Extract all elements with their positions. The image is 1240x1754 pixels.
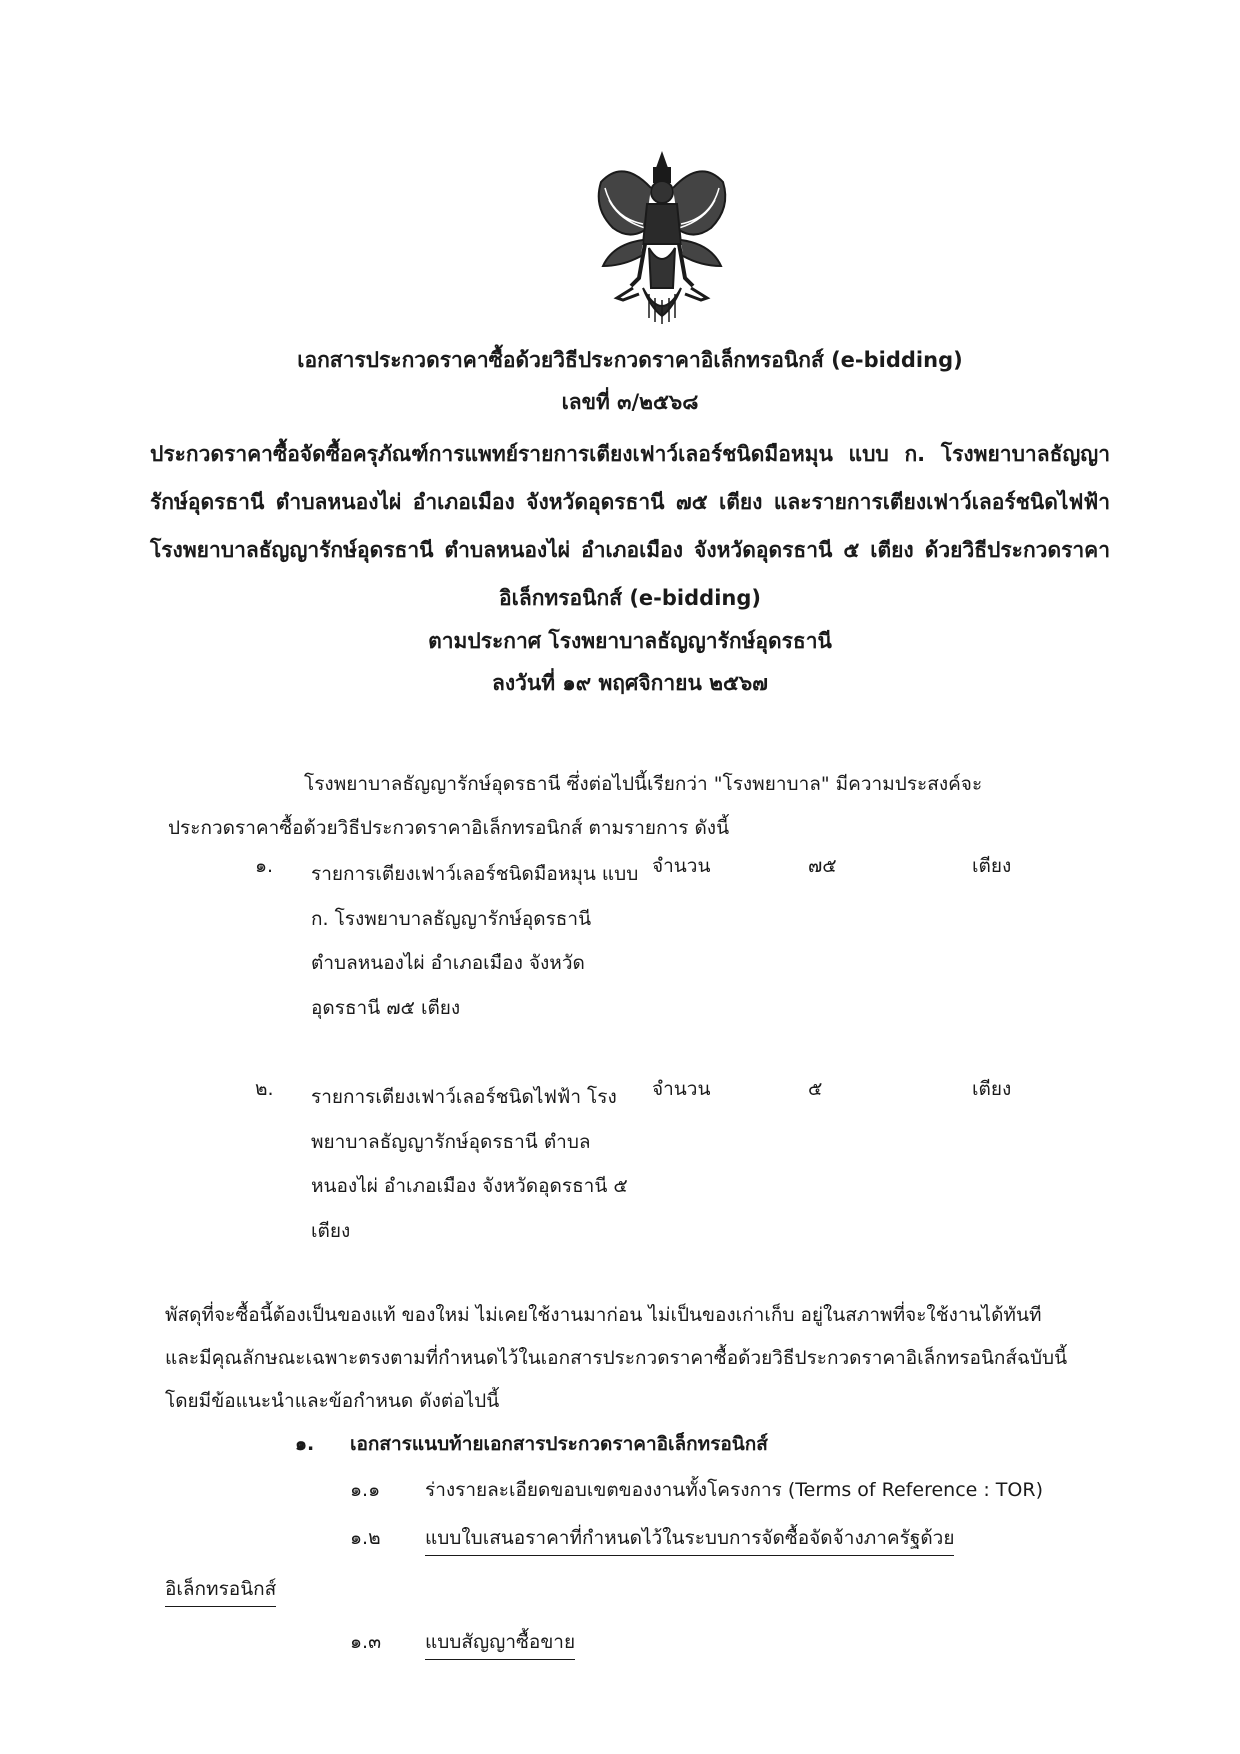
attachment-link: แบบสัญญาซื้อขาย xyxy=(425,1631,575,1660)
section-title: เอกสารแนบท้ายเอกสารประกวดราคาอิเล็กทรอนิกส์ xyxy=(350,1433,768,1455)
section-number: ๑. xyxy=(295,1433,315,1455)
goods-paragraph: พัสดุที่จะซื้อนี้ต้องเป็นของแท้ ของใหม่ ไม่เคยใช้งานมาก่อน ไม่เป็นของเก่าเก็บ อยู่ในสภาพที่จะใช้งานได้ทันที และมีคุณลักษณะเฉพาะตรงตามที่กำหนดไว้ในเอกสารประกวดราคาซื้อด้วยวิธีประกวดราคาอิเล็กทรอนิกส์ฉบับนี้ โดยมีข้อแนะนำและข้อกำหนด ดังต่อไปนี้ xyxy=(165,1304,1068,1412)
item-quantity-label: จำนวน xyxy=(652,855,711,877)
item-description: รายการเตียงเฟาว์เลอร์ชนิดมือหมุน แบบ ก. โรงพยาบาลธัญญารักษ์อุดรธานี ตำบลหนองไผ่ อำเภอเมือง จังหวัดอุดรธานี ๗๕ เตียง xyxy=(311,863,639,1019)
subsection-number: ๑.๑ xyxy=(350,1479,381,1501)
document-title: เอกสารประกวดราคาซื้อด้วยวิธีประกวดราคาอิเล็กทรอนิกส์ (e-bidding) xyxy=(297,348,963,372)
document-number: เลขที่ ๓/๒๕๖๘ xyxy=(561,390,699,414)
item-unit: เตียง xyxy=(972,855,1012,877)
garuda-emblem-icon xyxy=(583,148,741,326)
announcement-line: ตามประกาศ โรงพยาบาลธัญญารักษ์อุดรธานี xyxy=(428,629,832,653)
attachment-link: แบบใบเสนอราคาที่กำหนดไว้ในระบบการจัดซื้อจัดจ้างภาครัฐด้วย xyxy=(425,1527,954,1556)
attachment-link-continuation: อิเล็กทรอนิกส์ xyxy=(165,1578,276,1607)
announcement-date: ลงวันที่ ๑๙ พฤศจิกายน ๒๕๖๗ xyxy=(492,671,768,695)
item-number: ๑. xyxy=(255,855,274,877)
subsection-number: ๑.๒ xyxy=(350,1527,381,1549)
subsection-number: ๑.๓ xyxy=(350,1631,382,1653)
item-unit: เตียง xyxy=(972,1078,1012,1100)
document-description: ประกวดราคาซื้อจัดซื้อครุภัณฑ์การแพทย์รายการเตียงเฟาว์เลอร์ชนิดมือหมุน แบบ ก. โรงพยาบาลธัญญารักษ์อุดรธานี ตำบลหนองไผ่ อำเภอเมือง จังหวัดอุดรธานี ๗๕ เตียง และรายการเตียงเฟาว์เลอร์ชนิดไฟฟ้า โรงพยาบาลธัญญารักษ์อุดรธานี ตำบลหนองไผ่ อำเภอเมือง จังหวัดอุดรธานี ๕ เตียง ด้วยวิธีประกวดราคาอิเล็กทรอนิกส์ (e-bidding) xyxy=(150,442,1110,610)
subsection-text: ร่างรายละเอียดขอบเขตของงานทั้งโครงการ (Terms of Reference : TOR) xyxy=(425,1479,1043,1501)
item-description: รายการเตียงเฟาว์เลอร์ชนิดไฟฟ้า โรงพยาบาลธัญญารักษ์อุดรธานี ตำบลหนองไผ่ อำเภอเมือง จังหวัดอุดรธานี ๕ เตียง xyxy=(311,1086,628,1242)
item-quantity-label: จำนวน xyxy=(652,1078,711,1100)
item-quantity: ๕ xyxy=(808,1078,823,1100)
item-number: ๒. xyxy=(255,1078,274,1100)
item-quantity: ๗๕ xyxy=(808,855,837,877)
intro-paragraph: โรงพยาบาลธัญญารักษ์อุดรธานี ซึ่งต่อไปนี้เรียกว่า "โรงพยาบาล" มีความประสงค์จะประกวดราคาซื้อด้วยวิธีประกวดราคาอิเล็กทรอนิกส์ ตามรายการ ดังนี้ xyxy=(168,773,983,839)
